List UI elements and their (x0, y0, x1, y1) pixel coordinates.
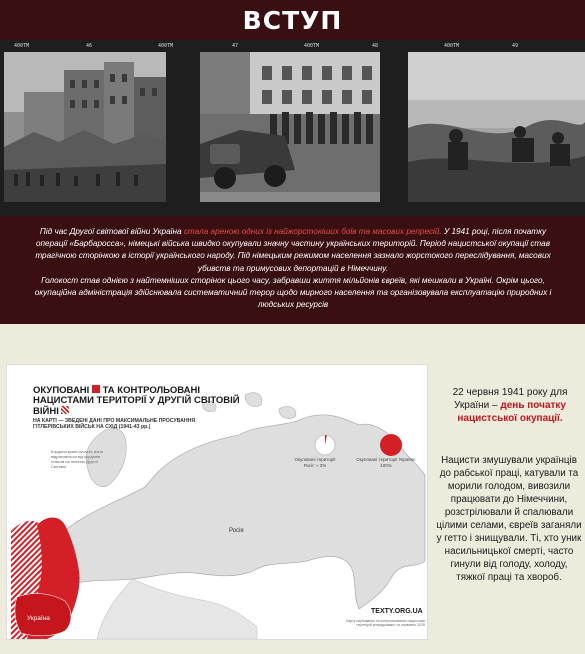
film-label: 46 (86, 43, 93, 49)
intro-highlight: стала ареною одних із найжорстокіших боїв та масових репресій. (183, 227, 442, 236)
film-label: 400TM (304, 43, 320, 49)
photo-ruined-city (4, 52, 166, 202)
controlled-swatch (61, 406, 69, 414)
film-label: 400TM (14, 43, 30, 49)
intro-text-part: Під час Другої світової війни Україна (39, 227, 184, 236)
map-subtitle: НА КАРТІ — ЗВЕДЕНІ ДАНІ ПРО МАКСИМАЛЬНЕ ПРОСУВАННЯ ГІТЛЕРІВСЬКИХ ВІЙСЬК НА СХІД (1941-43 рр.) (33, 418, 196, 430)
occupation-description: Нацисти змушували українців до рабської праці, катували та морили голодом, вивозили працювати до Німеччини, розстрілювали й спалювали цілими селами, євреїв заганяли у гетто і знищували. Ті, хто уник насильницької смерті, часто гинули від голоду, холоду, тяжкої праці та хвороб. (436, 455, 582, 583)
map-label-russia: Росія (229, 528, 244, 534)
occupation-date (440, 386, 580, 425)
occupation-section (0, 324, 585, 654)
brand-logo: TEXTY.ORG.UA (371, 608, 423, 615)
intro-text-part: У 1941 році, після початку операції «Барбаросса», німецькі війська швидко окупували значну частину українських територій. Період нацистської окупації став трагічною сторінкою в історії українського народу. Під німецьким режимом населення зазнало жорстокого переслідування, масових убивств та примусових депортацій в Німеччину. (35, 227, 551, 273)
film-label: 49 (512, 43, 519, 49)
intro-section (0, 0, 585, 324)
film-label: 400TM (444, 43, 460, 49)
photo-parade (200, 52, 380, 202)
film-label: 48 (372, 43, 379, 49)
photo-soldiers (408, 52, 585, 202)
intro-paragraph-2: Голокост став однією з найтемніших сторінок цього часу, забравши життя мільйонів євреїв, які мешкали в Україні. Окрім цього, окупаційна адміністрація здійснювала систематичний терор щодо мирного населення та організовувала експлуатацію природних і людських ресурсів (34, 275, 552, 310)
legend-russia: Окуповані території Росії: ≈ 3% (294, 457, 336, 468)
legend-ukraine: Окуповані території України: 100% (356, 457, 416, 468)
date-highlight: день початку нацистської окупації. (457, 400, 566, 424)
map-title-controlled: ТА КОНТРОЛЬОВАНІ НАЦИСТАМИ ТЕРИТОРІЇ У ДРУГІЙ СВІТОВІЙ ВІЙНІ (33, 385, 240, 417)
map-title-occupied: ОКУПОВАНІ (33, 385, 90, 396)
page-title: ВСТУП (242, 6, 343, 35)
date-text: 22 червня 1941 року для України – (452, 387, 568, 411)
intro-text (32, 226, 554, 311)
occupation-map (6, 364, 428, 640)
film-label: 400TM (158, 43, 174, 49)
map-title (33, 385, 243, 417)
occupied-swatch (92, 385, 100, 393)
map-note: Кордони країн сучасні, вони відрізняються від кордонів станом на початок Другої Світової (51, 449, 103, 469)
film-label: 47 (232, 43, 239, 49)
map-label-ukraine: Україна (27, 615, 50, 622)
film-strip (0, 40, 585, 216)
map-source: Карту окупованих та контрольованих нацистами територій упорядковано та оновлено 2025 (346, 619, 425, 628)
